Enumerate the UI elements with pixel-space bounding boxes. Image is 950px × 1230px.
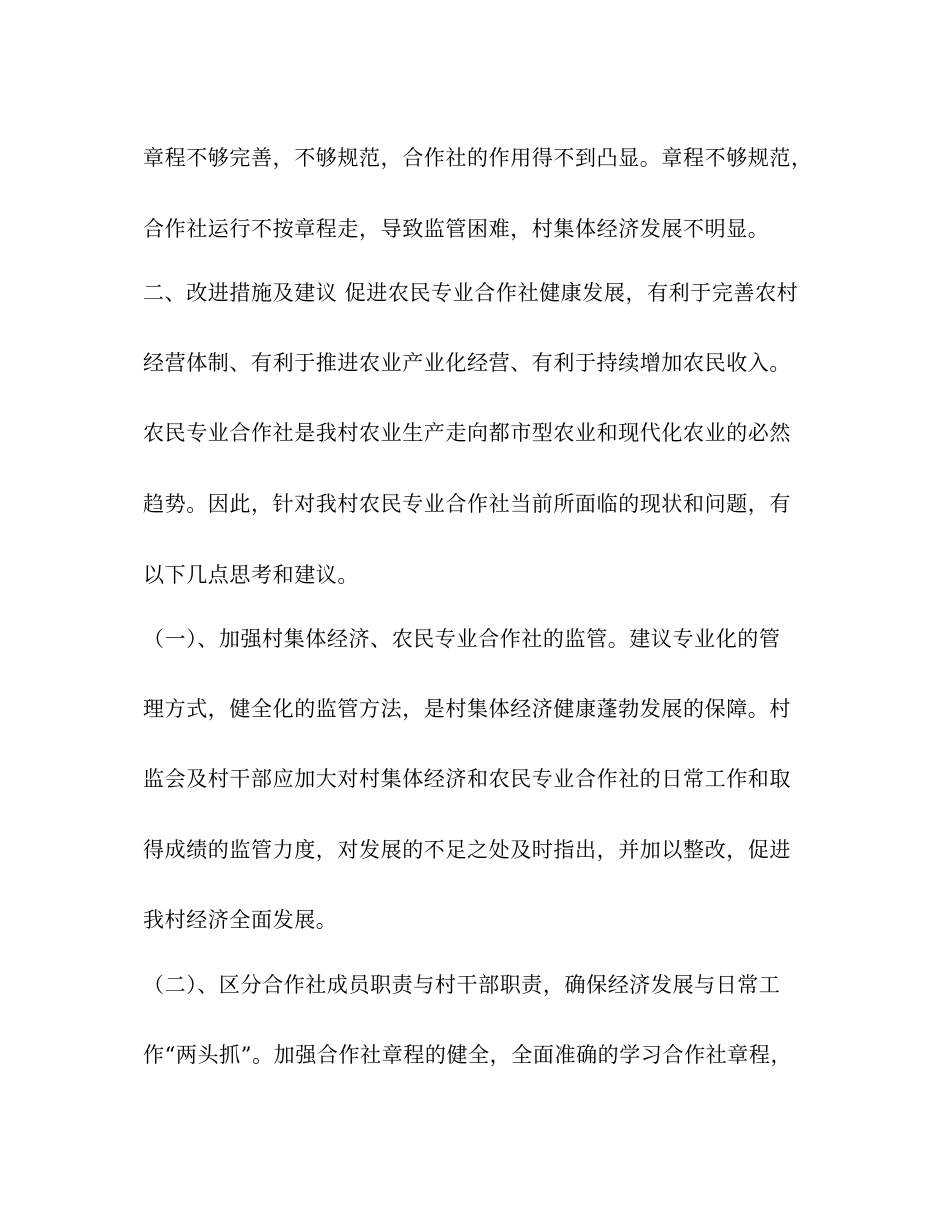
text-line: 得成绩的监管力度，对发展的不足之处及时指出，并加以整改，促进 [143, 838, 791, 862]
text-line: 以下几点思考和建议。 [143, 563, 359, 587]
text-line: 合作社运行不按章程走，导致监管困难，村集体经济发展不明显。 [143, 217, 770, 241]
text-line: 趋势。因此，针对我村农民专业合作社当前所面临的现状和问题，有 [143, 492, 791, 516]
subsection-heading-line: （二）、区分合作社成员职责与村干部职责，确保经济发展与日常工 [143, 973, 781, 997]
text-line: 监会及村干部应加大对村集体经济和农民专业合作社的日常工作和取 [143, 767, 791, 791]
text-line: 理方式，健全化的监管方法，是村集体经济健康蓬勃发展的保障。村 [143, 697, 791, 721]
text-line: 农民专业合作社是我村农业生产走向都市型农业和现代化农业的必然 [143, 421, 791, 445]
text-line: 章程不够完善，不够规范，合作社的作用得不到凸显。章程不够规范， [143, 146, 813, 170]
text-line: 我村经济全面发展。 [143, 908, 338, 932]
section-heading-line: 二、改进措施及建议 促进农民专业合作社健康发展，有利于完善农村 [143, 281, 799, 305]
text-line: 作“两头抓”。加强合作社章程的健全，全面准确的学习合作社章程， [143, 1043, 793, 1067]
subsection-heading-line: （一）、加强村集体经济、农民专业合作社的监管。建议专业化的管 [143, 627, 781, 651]
text-line: 经营体制、有利于推进农业产业化经营、有利于持续增加农民收入。 [143, 351, 791, 375]
